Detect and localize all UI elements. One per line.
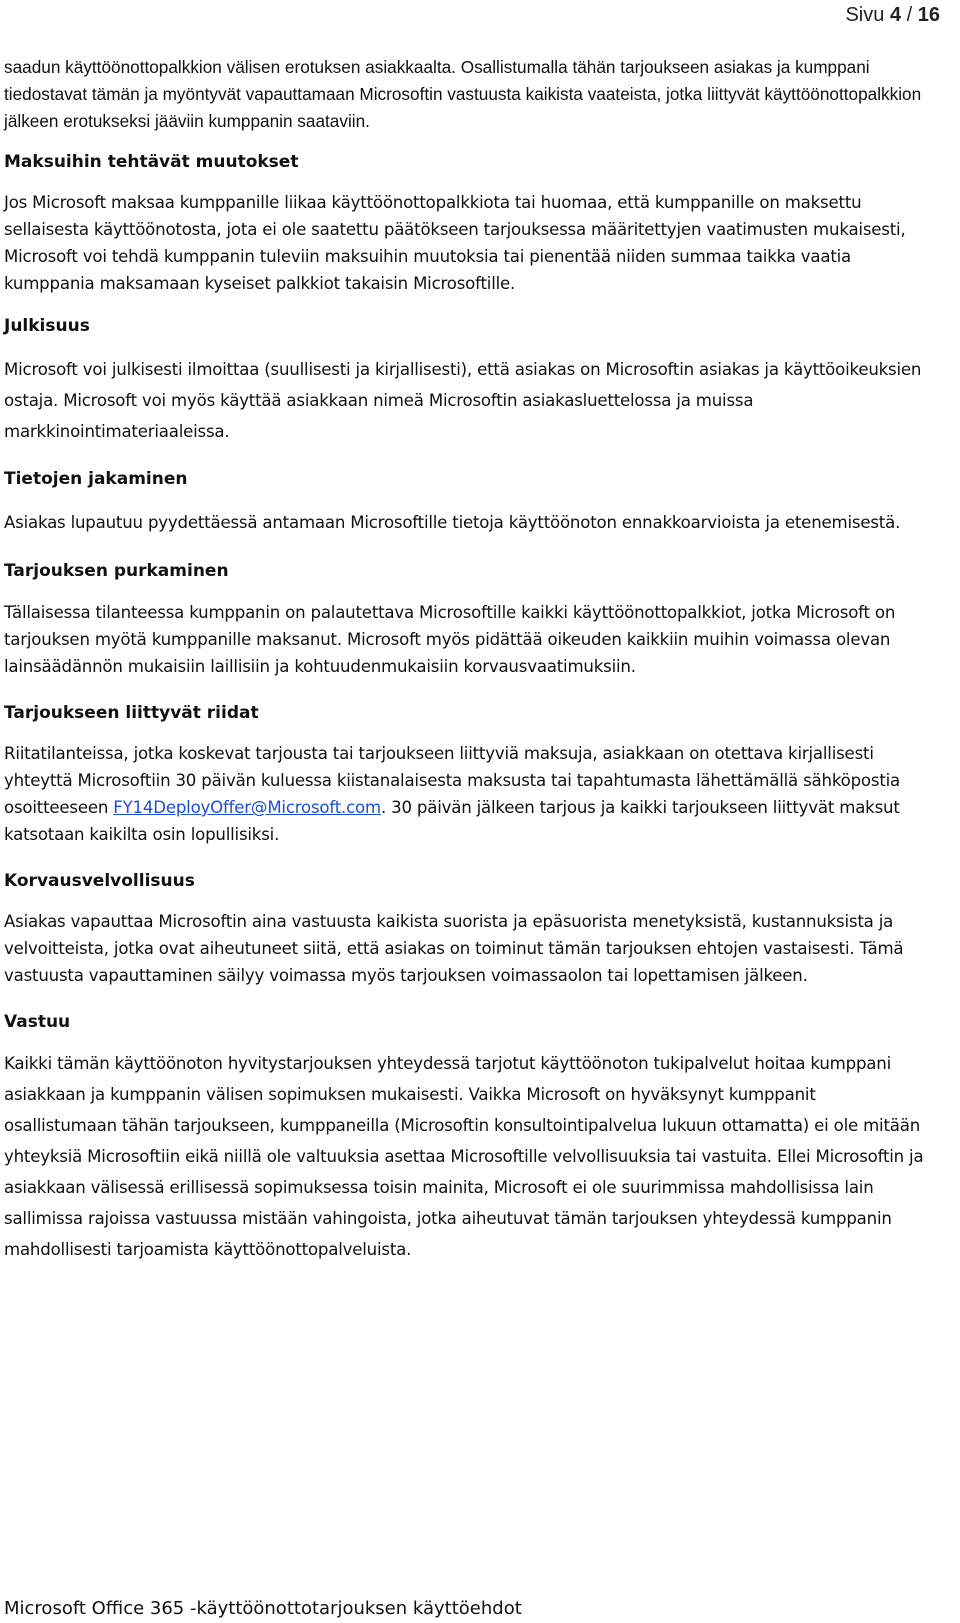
section-heading-vastuu: Vastuu <box>4 1012 71 1032</box>
section-body-maksuihin: Jos Microsoft maksaa kumppanille liikaa käyttöönottopalkkiota tai huomaa, että kumppanille on maksettu sellaisesta käyttöönotosta, jota ei ole saatettu päätökseen tarjouksessa määritettyjen vaatimusten mukaisesti, Microsoft voi tehdä kumppanin tuleviin maksuihin muutoksia tai pienentää niiden summaa taikka vaatia kumppania maksamaan kyseiset palkkiot takaisin Microsoftille. <box>4 193 906 293</box>
section-body-vastuu: Kaikki tämän käyttöönoton hyvitystarjouksen yhteydessä tarjotut käyttöönoton tukipalvelut hoitaa kumppani asiakkaan ja kumppanin välisen sopimuksen mukaisesti. Vaikka Microsoft on hyväksynyt kumppanit osallistumaan tähän tarjoukseen, kumppaneilla (Microsoftin konsultointipalvelua lukuun ottamatta) ei ole mitään yhteyksiä Microsoftiin eikä niillä ole valtuuksia asettaa Microsoftille velvollisuuksia tai vastuita. Ellei Microsoftin ja asiakkaan välisessä erillisessä sopimuksessa toisin mainita, Microsoft ei ole suurimmissa mahdollisissa lain sallimissa rajoissa vastuussa mistään vahingoista, jotka aiheutuvat tämän tarjouksen yhteydessä kumppanin mahdollisesti tarjoamista käyttöönottopalveluista. <box>4 1054 924 1259</box>
section-body-korvausvelvollisuus: Asiakas vapauttaa Microsoftin aina vastuusta kaikista suorista ja epäsuorista menetyksistä, kustannuksista ja velvoitteista, jotka ovat aiheutuneet siitä, että asiakas on toiminut tämän tarjouksen ehtojen vastaisesti. Tämä vastuusta vapauttaminen säilyy voimassa myös tarjouksen voimassaolon tai lopettamisen jälkeen. <box>4 912 904 985</box>
page-label: Sivu <box>845 4 885 26</box>
riidat-text-after: . 30 päivän jälkeen tarjous ja kaikki tarjoukseen liittyvät maksut katsotaan kaikilta osin lopullisiksi. <box>4 798 900 844</box>
section-body-julkisuus: Microsoft voi julkisesti ilmoittaa (suullisesti ja kirjallisesti), että asiakas on Microsoftin asiakas ja käyttöoikeuksien ostaja. Microsoft voi myös käyttää asiakkaan nimeä Microsoftin asiakasluettelossa ja muissa markkinointimateriaaleissa. <box>4 360 922 441</box>
page-total: 16 <box>917 4 940 26</box>
section-heading-tarjouksen-purkaminen: Tarjouksen purkaminen <box>4 561 229 581</box>
page-number <box>845 4 940 27</box>
section-body-tietojen-jakaminen: Asiakas lupautuu pyydettäessä antamaan Microsoftille tietoja käyttöönoton ennakkoarvioista ja etenemisestä. <box>4 513 901 532</box>
section-heading-maksuihin: Maksuihin tehtävät muutokset <box>4 152 299 172</box>
page-current: 4 <box>889 4 902 26</box>
intro-paragraph: saadun käyttöönottopalkkion välisen erotuksen asiakkaalta. Osallistumalla tähän tarjoukseen asiakas ja kumppani tiedostavat tämän ja myöntyvät vapauttamaan Microsoftin vastuusta kaikista vaateista, jotka liittyvät käyttöönottopalkkion jälkeen erotukseksi jääviin kumppanin saataviin. <box>4 57 922 131</box>
document-body <box>4 54 924 1265</box>
section-body-tarjouksen-purkaminen: Tällaisessa tilanteessa kumppanin on palautettava Microsoftille kaikki käyttöönottopalkkiot, jotka Microsoft on tarjouksen myötä kumppanille maksanut. Microsoft myös pidättää oikeuden kaikkiin muihin voimassa olevan lainsäädännön mukaisiin laillisiin ja kohtuudenmukaisiin korvausvaatimuksiin. <box>4 603 896 676</box>
section-heading-riidat: Tarjoukseen liittyvät riidat <box>4 703 259 723</box>
page-separator: / <box>906 4 913 26</box>
riidat-text-before: Riitatilanteissa, jotka koskevat tarjousta tai tarjoukseen liittyviä maksuja, asiakkaan on otettava kirjallisesti yhteyttä Microsoftiin 30 päivän kuluessa kiistanalaisesta maksusta tai tapahtumasta lähettämällä sähköpostia osoitteeseen <box>4 744 900 817</box>
email-link[interactable]: FY14DeployOffer@Microsoft.com <box>113 798 381 817</box>
section-body-riidat <box>4 740 924 848</box>
section-heading-korvausvelvollisuus: Korvausvelvollisuus <box>4 871 195 891</box>
page-footer: Microsoft Office 365 -käyttöönottotarjouksen käyttöehdot <box>4 1598 522 1619</box>
section-heading-tietojen-jakaminen: Tietojen jakaminen <box>4 469 188 489</box>
section-heading-julkisuus: Julkisuus <box>4 316 90 336</box>
